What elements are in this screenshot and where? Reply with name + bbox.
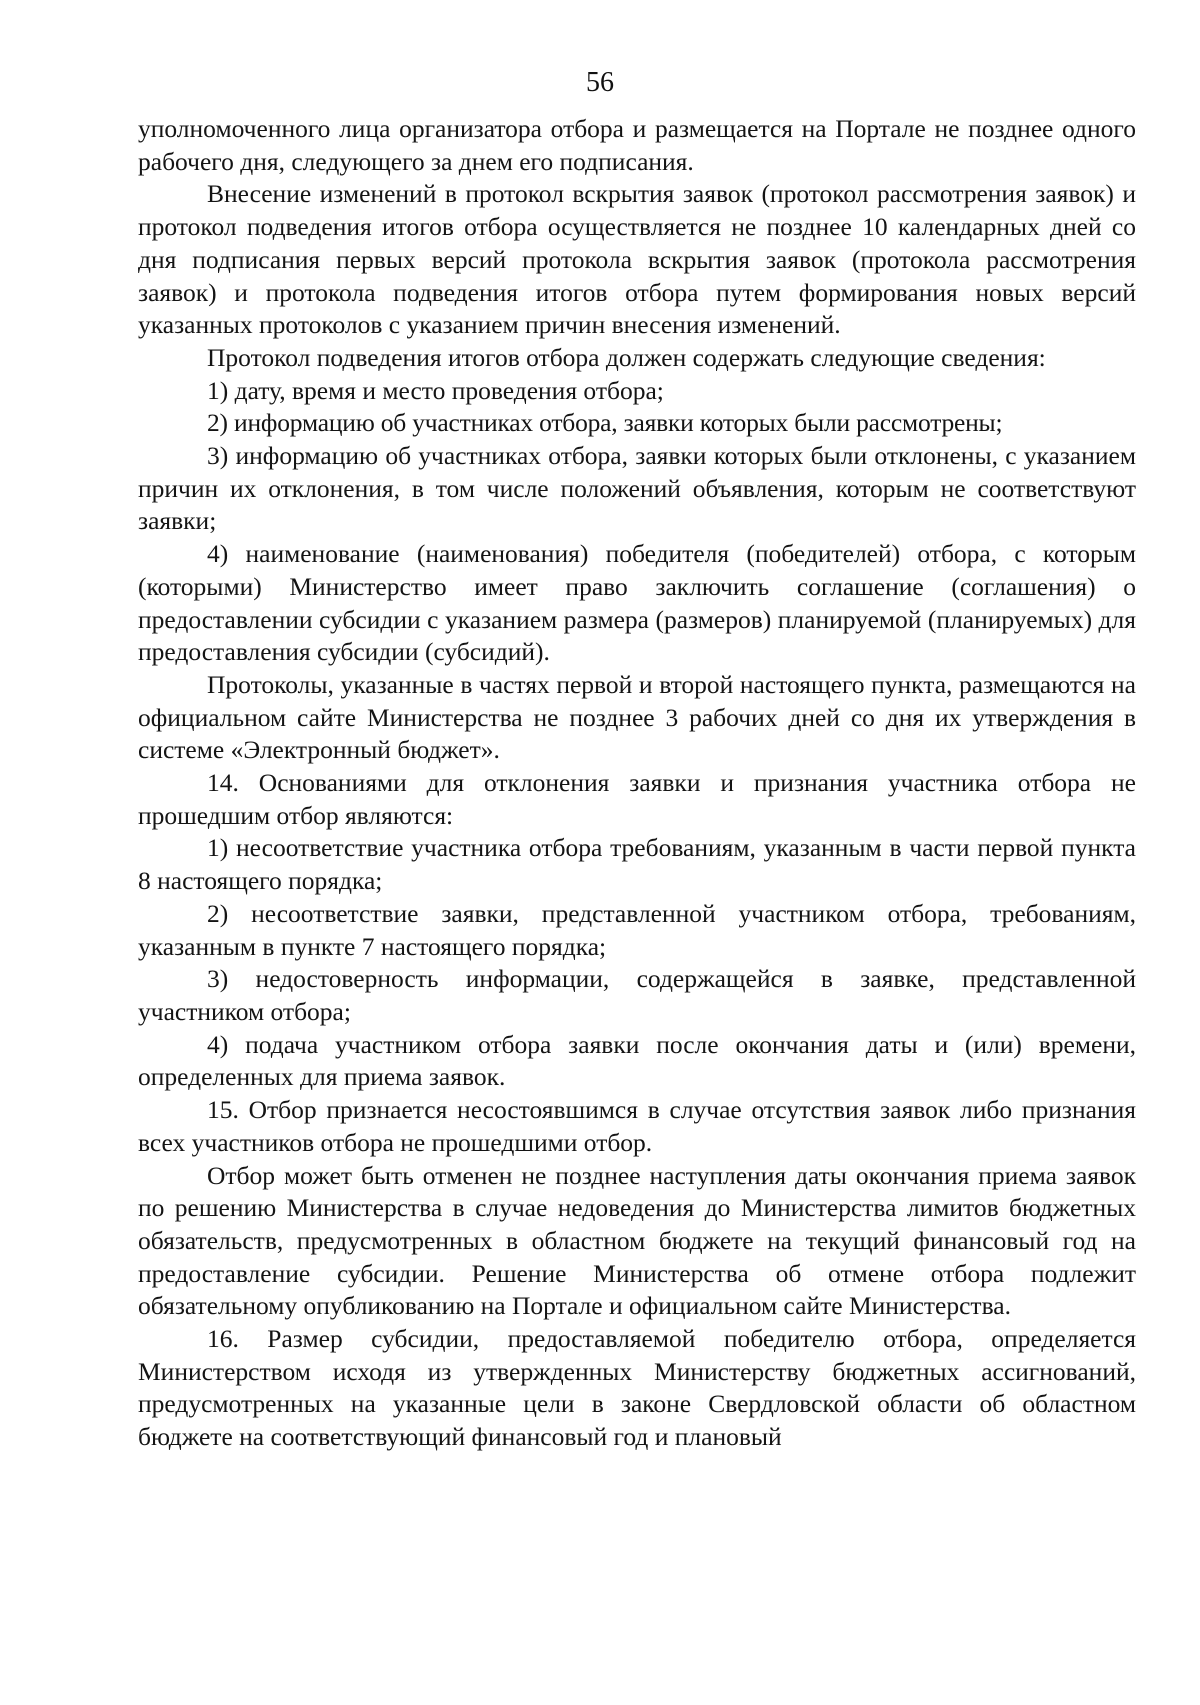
- paragraph-protocol-changes: Внесение изменений в протокол вскрытия заявок (протокол рассмотрения заявок) и протокол подведения итогов отбора осуществляется не позднее 10 календарных дней со дня подписания первых версий протокола вскрытия заявок (протокола рассмотрения заявок) и протокола подведения итогов отбора путем формирования новых версий указанных протоколов с указанием причин внесения изменений.: [138, 179, 1136, 340]
- list-item-application-noncompliance: 2) несоответствие заявки, представленной участником отбора, требованиям, указанным в пункте 7 настоящего порядка;: [138, 898, 1136, 961]
- paragraph-selection-cancellation: Отбор может быть отменен не позднее наступления даты окончания приема заявок по решению Министерства в случае недоведения до Министерства лимитов бюджетных обязательств, предусмотренных в областном бюджете на текущий финансовый год на предоставление субсидии. Решение Министерства об отмене отбора подлежит обязательному опубликованию на Портале и официальном сайте Министерства.: [138, 1160, 1136, 1321]
- paragraph-protocols-publication: Протоколы, указанные в частях первой и второй настоящего пункта, размещаются на официальном сайте Министерства не позднее 3 рабочих дней со дня их утверждения в системе «Электронный бюджет».: [138, 669, 1136, 765]
- list-item-date-time-place: 1) дату, время и место проведения отбора;: [207, 375, 664, 405]
- page-number: 56: [586, 67, 614, 98]
- list-item-late-submission: 4) подача участником отбора заявки после окончания даты и (или) времени, определенных для приема заявок.: [138, 1029, 1136, 1092]
- list-item-rejected-participants: 3) информацию об участниках отбора, заявки которых были отклонены, с указанием причин их отклонения, в том числе положений объявления, которым не соответствуют заявки;: [138, 441, 1136, 536]
- paragraph-section-16: 16. Размер субсидии, предоставляемой победителю отбора, определяется Министерством исходя из утвержденных Министерству бюджетных ассигнований, предусмотренных на указанные цели в законе Свердловской области об областном бюджете на соответствующий финансовый год и плановый: [138, 1324, 1136, 1452]
- paragraph-section-14: 14. Основаниями для отклонения заявки и признания участника отбора не прошедшим отбор являются:: [138, 768, 1136, 830]
- list-item-participant-noncompliance: 1) несоответствие участника отбора требованиям, указанным в части первой пункта 8 настоящего порядка;: [138, 833, 1136, 896]
- list-item-unreliable-information: 3) недостоверность информации, содержащейся в заявке, представленной участником отбора;: [138, 964, 1136, 1026]
- list-item-winners: 4) наименование (наименования) победителя (победителей) отбора, с которым (которыми) Министерство имеет право заключить соглашение (соглашения) о предоставлении субсидии с указанием размера (размеров) планируемой (планируемых) для предоставления субсидии (субсидий).: [138, 539, 1136, 667]
- list-item-reviewed-participants: 2) информацию об участниках отбора, заявки которых были рассмотрены;: [207, 408, 1003, 438]
- paragraph-section-15: 15. Отбор признается несостоявшимся в случае отсутствия заявок либо признания всех участников отбора не прошедшими отбор.: [138, 1095, 1136, 1157]
- paragraph-continuation: уполномоченного лица организатора отбора и размещается на Портале не позднее одного рабочего дня, следующего за днем его подписания.: [138, 114, 1136, 176]
- document-body: [138, 113, 1136, 1454]
- paragraph-protocol-contents: Протокол подведения итогов отбора должен содержать следующие сведения:: [207, 342, 1046, 372]
